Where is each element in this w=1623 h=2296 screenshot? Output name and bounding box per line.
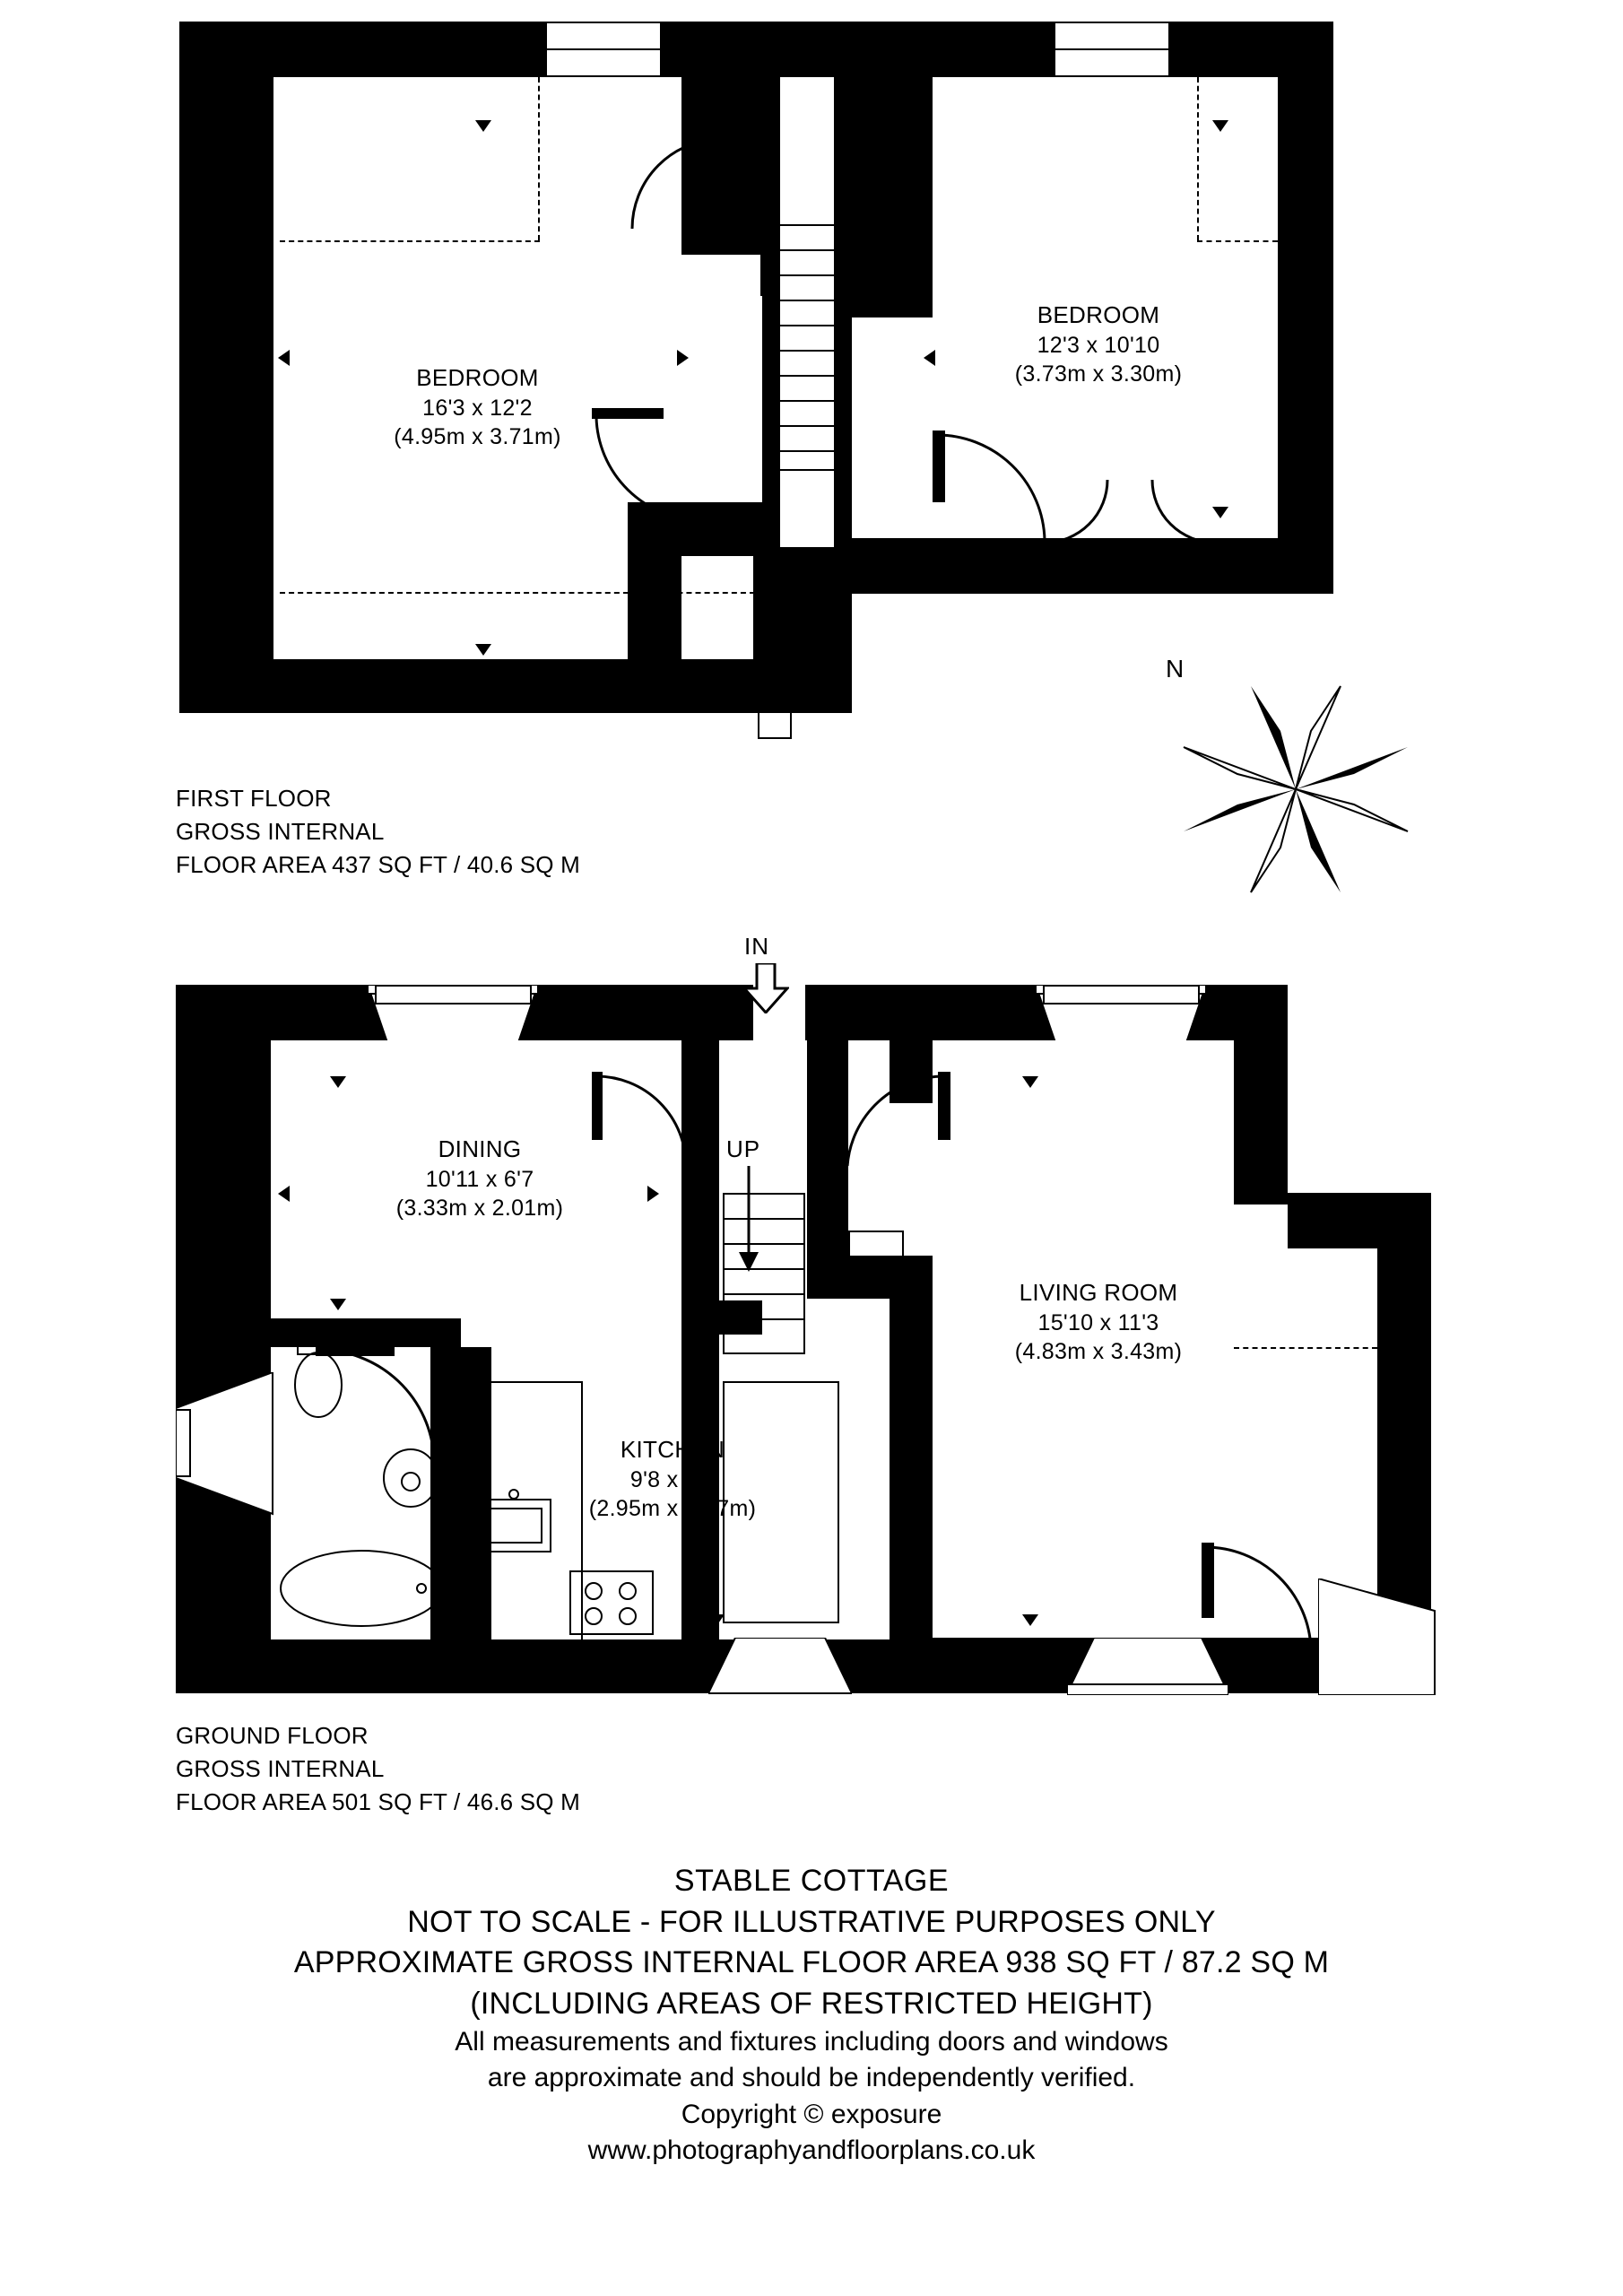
room-dim-imperial: 9'8 x 9'1 (629, 1466, 716, 1492)
room-dim-imperial: 10'11 x 6'7 (425, 1166, 534, 1192)
footer-copyright: Copyright © exposure (681, 2099, 942, 2129)
room-name: KITCHEN (620, 1436, 725, 1463)
gf-living-room-label (933, 1278, 1264, 1367)
caption-line-1: GROUND FLOOR (176, 1722, 369, 1749)
ff-restricted-line-2 (538, 77, 540, 240)
ff-window-marker-1 (475, 120, 491, 132)
gf-dining-label (332, 1135, 628, 1223)
gf-window-marker-7 (708, 1302, 725, 1314)
ff-restricted-line-1 (280, 240, 540, 242)
room-name: BEDROOM (1037, 301, 1160, 328)
gf-window-marker-6 (470, 1435, 482, 1451)
footer-title: STABLE COTTAGE (673, 1864, 950, 1898)
gf-wall-east-band (1234, 985, 1288, 1205)
ff-wall-south-band (179, 659, 807, 713)
room-dim-metric: (4.95m x 3.71m) (394, 424, 561, 450)
room-dim-metric: (3.33m x 2.01m) (395, 1196, 564, 1222)
ff-window-marker-4 (677, 350, 689, 366)
caption-line-3: FLOOR AREA 501 SQ FT / 46.6 SQ M (176, 1787, 580, 1815)
gf-window-marker-10 (1381, 1408, 1393, 1424)
footer-scale-note: NOT TO SCALE - FOR ILLUSTRATIVE PURPOSES ONLY (407, 1904, 1216, 1939)
ff-restricted-line-5 (1197, 77, 1199, 240)
ff-wall-east-band (1278, 22, 1333, 560)
gf-wall-west-band (176, 985, 271, 1693)
compass-north-label: N (1166, 655, 1185, 683)
caption-line-2: GROSS INTERNAL (176, 1754, 385, 1782)
caption-line-2: GROSS INTERNAL (176, 817, 385, 845)
compass-rose (1166, 655, 1417, 901)
room-dim-imperial: 15'10 x 11'3 (1037, 1309, 1159, 1335)
footer-disclaimer-line-2: are approximate and should be independently verified. (487, 2063, 1136, 2093)
room-name: BEDROOM (416, 364, 539, 391)
gf-kitchen-label (525, 1435, 820, 1524)
gf-window-marker-5 (330, 1299, 346, 1310)
gf-wall-kitchen-right (890, 1292, 933, 1641)
ff-restricted-line-4 (1197, 240, 1278, 242)
first-floor-caption (176, 782, 580, 882)
ground-floor-caption (176, 1719, 580, 1819)
gf-window-marker-9 (1022, 1614, 1038, 1626)
ff-bedroom-1-label (305, 363, 650, 452)
room-name: DINING (438, 1135, 522, 1162)
gf-window-sill-2 (1043, 985, 1200, 1004)
gf-window-sill-1 (375, 985, 532, 1004)
ff-restricted-line-3 (280, 592, 755, 594)
footer-website[interactable]: www.photographyandfloorplans.co.uk (587, 2135, 1036, 2165)
ff-window-marker-6 (1280, 350, 1292, 366)
stairs-up-label: UP (726, 1135, 761, 1162)
footer-restricted-note: (INCLUDING AREAS OF RESTRICTED HEIGHT) (470, 1986, 1153, 2021)
footer-area-note: APPROXIMATE GROSS INTERNAL FLOOR AREA 938 SQ FT / 87.2 SQ M (293, 1945, 1330, 1980)
gf-window-marker-3 (278, 1186, 290, 1202)
room-dim-metric: (4.83m x 3.43m) (1014, 1339, 1183, 1365)
caption-line-3: FLOOR AREA 437 SQ FT / 40.6 SQ M (176, 850, 580, 878)
gf-window-marker-1 (330, 1076, 346, 1088)
room-dim-metric: (3.73m x 3.30m) (1014, 361, 1183, 387)
room-dim-imperial: 16'3 x 12'2 (422, 395, 533, 421)
ff-wall-stair-right (834, 22, 933, 317)
caption-line-1: FIRST FLOOR (176, 785, 332, 812)
footer-disclaimer-line-1: All measurements and fixtures including doors and windows (455, 2027, 1168, 2057)
footer-block (0, 1861, 1623, 2169)
gf-window-marker-4 (647, 1186, 659, 1202)
ff-hatch (758, 709, 792, 739)
room-name: LIVING ROOM (1019, 1279, 1178, 1306)
entrance-label: IN (744, 933, 769, 960)
ff-wall-west-band (179, 22, 273, 712)
ff-window-marker-2 (1212, 120, 1228, 132)
gf-window-marker-8 (708, 1614, 725, 1626)
gf-window-marker-2 (1022, 1076, 1038, 1088)
gf-wall-entry-right (805, 985, 848, 1040)
room-dim-imperial: 12'3 x 10'10 (1037, 332, 1160, 358)
room-dim-metric: (2.95m x 2.77m) (588, 1496, 757, 1522)
ff-wall-bed2-south (1206, 538, 1333, 594)
ff-window-marker-3 (278, 350, 290, 366)
ff-bedroom-2-label (924, 300, 1273, 389)
ff-window-marker-7 (475, 644, 491, 656)
